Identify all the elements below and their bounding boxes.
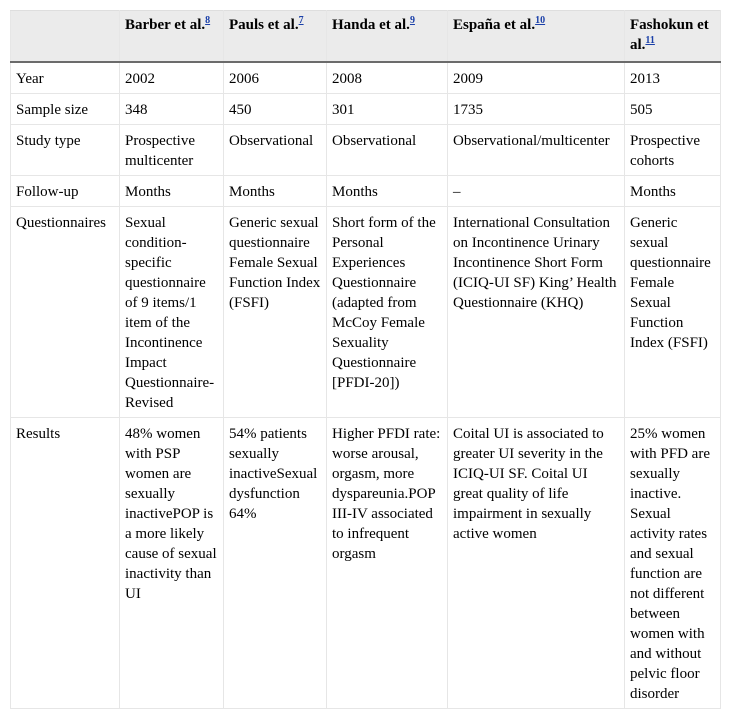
row-label-sample-size: Sample size [11, 94, 120, 125]
table-cell: Observational [327, 125, 448, 176]
table-cell: 2009 [448, 62, 625, 94]
header-barber-text: Barber et al. [125, 17, 206, 33]
header-pauls-text: Pauls et al. [229, 17, 299, 33]
table-cell: Prospective cohorts [625, 125, 721, 176]
table-cell: 25% women with PFD are sexually inactive. Sexual activity rates and sexual function are not different between women with and without pelvic floor disorder [625, 418, 721, 709]
table-cell: International Consultation on Incontinence Urinary Incontinence Short Form (ICIQ-UI SF) King’ Health Questionnaire (KHQ) [448, 207, 625, 418]
table-row-follow-up [11, 176, 721, 207]
table-header [11, 11, 721, 63]
reference-link-7[interactable]: 7 [298, 15, 304, 26]
table-cell: 2008 [327, 62, 448, 94]
studies-comparison-table [10, 10, 721, 709]
table-row-study-type [11, 125, 721, 176]
reference-link-9[interactable]: 9 [409, 15, 415, 26]
table-cell: Higher PFDI rate: worse arousal, orgasm, more dyspareunia.POP III-IV associated to infrequent orgasm [327, 418, 448, 709]
table-cell: – [448, 176, 625, 207]
table-cell: Months [120, 176, 224, 207]
table-cell: 2002 [120, 62, 224, 94]
table-cell: Short form of the Personal Experiences Questionnaire (adapted from McCoy Female Sexuality Questionnaire [PFDI-20]) [327, 207, 448, 418]
table-cell: Generic sexual questionnaire Female Sexual Function Index (FSFI) [625, 207, 721, 418]
table-cell: 54% patients sexually inactiveSexual dysfunction 64% [224, 418, 327, 709]
header-fashokun-text: Fashokun et al. [630, 17, 709, 53]
comparison-table-container [10, 10, 721, 709]
table-cell: 301 [327, 94, 448, 125]
header-pauls [224, 11, 327, 63]
header-handa-text: Handa et al. [332, 17, 410, 33]
reference-link-11[interactable]: 11 [645, 35, 655, 46]
table-row-questionnaires [11, 207, 721, 418]
row-label-study-type: Study type [11, 125, 120, 176]
table-row-year [11, 62, 721, 94]
table-cell: 2006 [224, 62, 327, 94]
table-row-sample-size [11, 94, 721, 125]
table-cell: 450 [224, 94, 327, 125]
header-empty-cell [11, 11, 120, 63]
row-label-results: Results [11, 418, 120, 709]
header-barber [120, 11, 224, 63]
table-cell: 1735 [448, 94, 625, 125]
table-cell: Coital UI is associated to greater UI severity in the ICIQ-UI SF. Coital UI great quality of life impairment in sexually active women [448, 418, 625, 709]
table-cell: Prospective multicenter [120, 125, 224, 176]
row-label-year: Year [11, 62, 120, 94]
table-cell: Months [625, 176, 721, 207]
table-cell: 348 [120, 94, 224, 125]
header-espuna-text: España et al. [453, 17, 536, 33]
table-cell: 2013 [625, 62, 721, 94]
table-cell: 505 [625, 94, 721, 125]
row-label-follow-up: Follow-up [11, 176, 120, 207]
table-cell: Sexual condition-specific questionnaire of 9 items/1 item of the Incontinence Impact Questionnaire-Revised [120, 207, 224, 418]
table-body [11, 62, 721, 709]
table-cell: Observational/multicenter [448, 125, 625, 176]
row-label-questionnaires: Questionnaires [11, 207, 120, 418]
table-cell: Months [224, 176, 327, 207]
table-cell: Generic sexual questionnaire Female Sexual Function Index (FSFI) [224, 207, 327, 418]
header-fashokun [625, 11, 721, 63]
reference-link-8[interactable]: 8 [205, 15, 211, 26]
header-espuna [448, 11, 625, 63]
header-handa [327, 11, 448, 63]
table-cell: Months [327, 176, 448, 207]
table-row-results [11, 418, 721, 709]
table-cell: 48% women with PSP women are sexually inactivePOP is a more likely cause of sexual inactivity than UI [120, 418, 224, 709]
table-cell: Observational [224, 125, 327, 176]
reference-link-10[interactable]: 10 [535, 15, 546, 26]
header-row [11, 11, 721, 63]
